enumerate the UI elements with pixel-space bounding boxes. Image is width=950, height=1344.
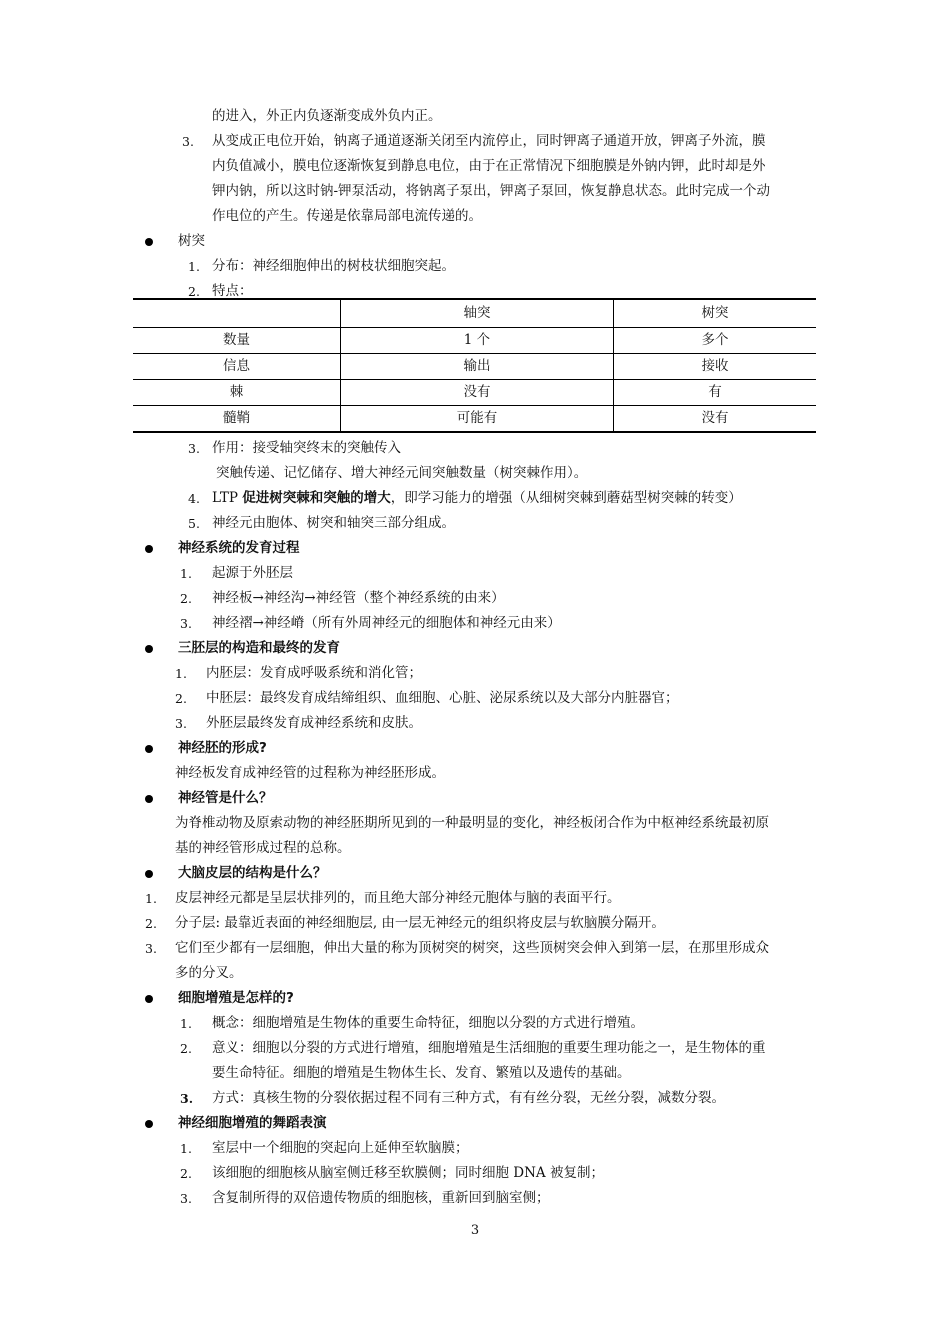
comparison-table <box>133 298 816 433</box>
list-item: 皮层神经元都是呈层状排列的，而且绝大部分神经元胞体与脑的表面平行。 <box>175 890 621 906</box>
list-number: 3. <box>175 716 187 731</box>
list-item-continuation: 突触传递、记忆储存、增大神经元间突触数量（树突棘作用）。 <box>216 465 588 481</box>
section-heading: 三胚层的构造和最终的发育 <box>178 640 340 656</box>
list-number: 3. <box>180 1191 192 1206</box>
section-heading: 神经胚的形成? <box>178 740 267 756</box>
table-row <box>133 380 816 406</box>
list-number: 2. <box>180 591 192 606</box>
table-header-cell <box>133 299 341 328</box>
list-number: 2. <box>188 284 200 299</box>
table-cell: 棘 <box>133 380 341 406</box>
bullet-icon <box>145 238 153 246</box>
paragraph-line: 神经板发育成神经管的过程称为神经胚形成。 <box>175 765 445 781</box>
table-cell: 有 <box>614 380 817 406</box>
continuation-line: 的进入，外正内负逐渐变成外负内正。 <box>212 108 442 124</box>
list-number: 3. <box>180 1091 194 1106</box>
table-cell: 信息 <box>133 354 341 380</box>
list-item: 室层中一个细胞的突起向上延伸至软脑膜； <box>212 1140 469 1156</box>
table-row <box>133 406 816 433</box>
table-cell: 接收 <box>614 354 817 380</box>
list-number: 5. <box>188 516 200 531</box>
list-number: 3. <box>180 616 192 631</box>
table-cell: 输出 <box>341 354 614 380</box>
section-heading: 神经细胞增殖的舞蹈表演 <box>178 1115 327 1131</box>
paragraph-line: 基的神经管形成过程的总称。 <box>175 840 351 856</box>
bullet-icon <box>145 545 153 553</box>
list-number: 3. <box>145 941 157 956</box>
list-item: 起源于外胚层 <box>212 565 293 581</box>
emphasis-text: 促进树突棘和突触的增大 <box>242 490 391 506</box>
list-item-continuation: 多的分叉。 <box>175 965 243 981</box>
section-heading: 神经管是什么？ <box>178 790 273 806</box>
table-cell: 1 个 <box>341 328 614 354</box>
paragraph-line: 内负值减小，膜电位逐渐恢复到静息电位，由于在正常情况下细胞膜是外钠内钾，此时却是外 <box>212 158 766 174</box>
list-item: 它们至少都有一层细胞，伸出大量的称为顶树突的树突，这些顶树突会伸入到第一层，在那里形成众 <box>175 940 769 956</box>
list-item <box>212 488 742 509</box>
list-item: 分子层: 最靠近表面的神经细胞层, 由一层无神经元的组织将皮层与软脑膜分隔开。 <box>175 915 665 931</box>
table-header-cell: 轴突 <box>341 299 614 328</box>
section-heading: 神经系统的发育过程 <box>178 540 300 556</box>
list-number: 3. <box>182 134 194 149</box>
list-item: 意义：细胞以分裂的方式进行增殖，细胞增殖是生活细胞的重要生理功能之一，是生物体的重 <box>212 1040 766 1056</box>
paragraph-line: 作电位的产生。传递是依靠局部电流传递的。 <box>212 208 482 224</box>
table-row <box>133 328 816 354</box>
list-number: 1. <box>145 891 157 906</box>
table-cell: 髓鞘 <box>133 406 341 433</box>
list-number: 3. <box>188 441 200 456</box>
list-item: 神经元由胞体、树突和轴突三部分组成。 <box>212 515 455 531</box>
list-item-continuation: 要生命特征。细胞的增殖是生物体生长、发育、繁殖以及遗传的基础。 <box>212 1065 631 1081</box>
list-item: 内胚层：发育成呼吸系统和消化管； <box>206 665 422 681</box>
table-cell: 没有 <box>614 406 817 433</box>
list-number: 1. <box>188 259 200 274</box>
list-item: 神经板→神经沟→神经管（整个神经系统的由来） <box>212 590 505 606</box>
bullet-icon <box>145 645 153 653</box>
list-number: 1. <box>175 666 187 681</box>
bullet-icon <box>145 995 153 1003</box>
list-item: 该细胞的细胞核从脑室侧迁移至软膜侧；同时细胞 DNA 被复制； <box>212 1165 604 1181</box>
list-item: 分布：神经细胞伸出的树枝状细胞突起。 <box>212 258 455 274</box>
bullet-icon <box>145 795 153 803</box>
bullet-icon <box>145 870 153 878</box>
ltp-suffix: ，即学习能力的增强（从细树突棘到蘑菇型树突棘的转变） <box>390 490 742 506</box>
list-number: 1. <box>180 566 192 581</box>
table-cell: 多个 <box>614 328 817 354</box>
list-item: 含复制所得的双倍遗传物质的细胞核，重新回到脑室侧； <box>212 1190 550 1206</box>
table-row <box>133 354 816 380</box>
bullet-icon <box>145 1120 153 1128</box>
section-heading: 大脑皮层的结构是什么？ <box>178 865 327 881</box>
ltp-prefix: LTP <box>212 490 243 506</box>
bullet-icon <box>145 745 153 753</box>
list-number: 2. <box>180 1166 192 1181</box>
paragraph-line: 从变成正电位开始，钠离子通道逐渐关闭至内流停止，同时钾离子通道开放，钾离子外流，膜 <box>212 133 766 149</box>
table-cell: 没有 <box>341 380 614 406</box>
section-heading: 树突 <box>178 233 205 249</box>
paragraph-line: 钾内钠，所以这时钠-钾泵活动，将钠离子泵出，钾离子泵回，恢复静息状态。此时完成一个动 <box>212 183 771 199</box>
page-number: 3 <box>470 1223 480 1238</box>
list-item: 神经褶→神经嵴（所有外周神经元的细胞体和神经元由来） <box>212 615 561 631</box>
list-number: 1. <box>180 1141 192 1156</box>
list-item: 特点： <box>212 283 253 299</box>
section-heading: 细胞增殖是怎样的? <box>178 990 294 1006</box>
table-header-cell: 树突 <box>614 299 817 328</box>
paragraph-line: 为脊椎动物及原索动物的神经胚期所见到的一种最明显的变化，神经板闭合作为中枢神经系统最初原 <box>175 815 769 831</box>
list-number: 2. <box>145 916 157 931</box>
list-number: 1. <box>180 1016 192 1031</box>
list-item: 概念：细胞增殖是生物体的重要生命特征，细胞以分裂的方式进行增殖。 <box>212 1015 644 1031</box>
list-item: 作用：接受轴突终末的突触传入 <box>212 440 401 456</box>
list-number: 2. <box>180 1041 192 1056</box>
list-item: 中胚层：最终发育成结缔组织、血细胞、心脏、泌尿系统以及大部分内脏器官； <box>206 690 679 706</box>
list-number: 4. <box>188 491 200 506</box>
table-cell: 可能有 <box>341 406 614 433</box>
list-number: 2. <box>175 691 187 706</box>
list-item: 外胚层最终发育成神经系统和皮肤。 <box>206 715 422 731</box>
table-header-row <box>133 299 816 328</box>
table-cell: 数量 <box>133 328 341 354</box>
list-item: 方式：真核生物的分裂依据过程不同有三种方式，有有丝分裂，无丝分裂，减数分裂。 <box>212 1090 725 1106</box>
